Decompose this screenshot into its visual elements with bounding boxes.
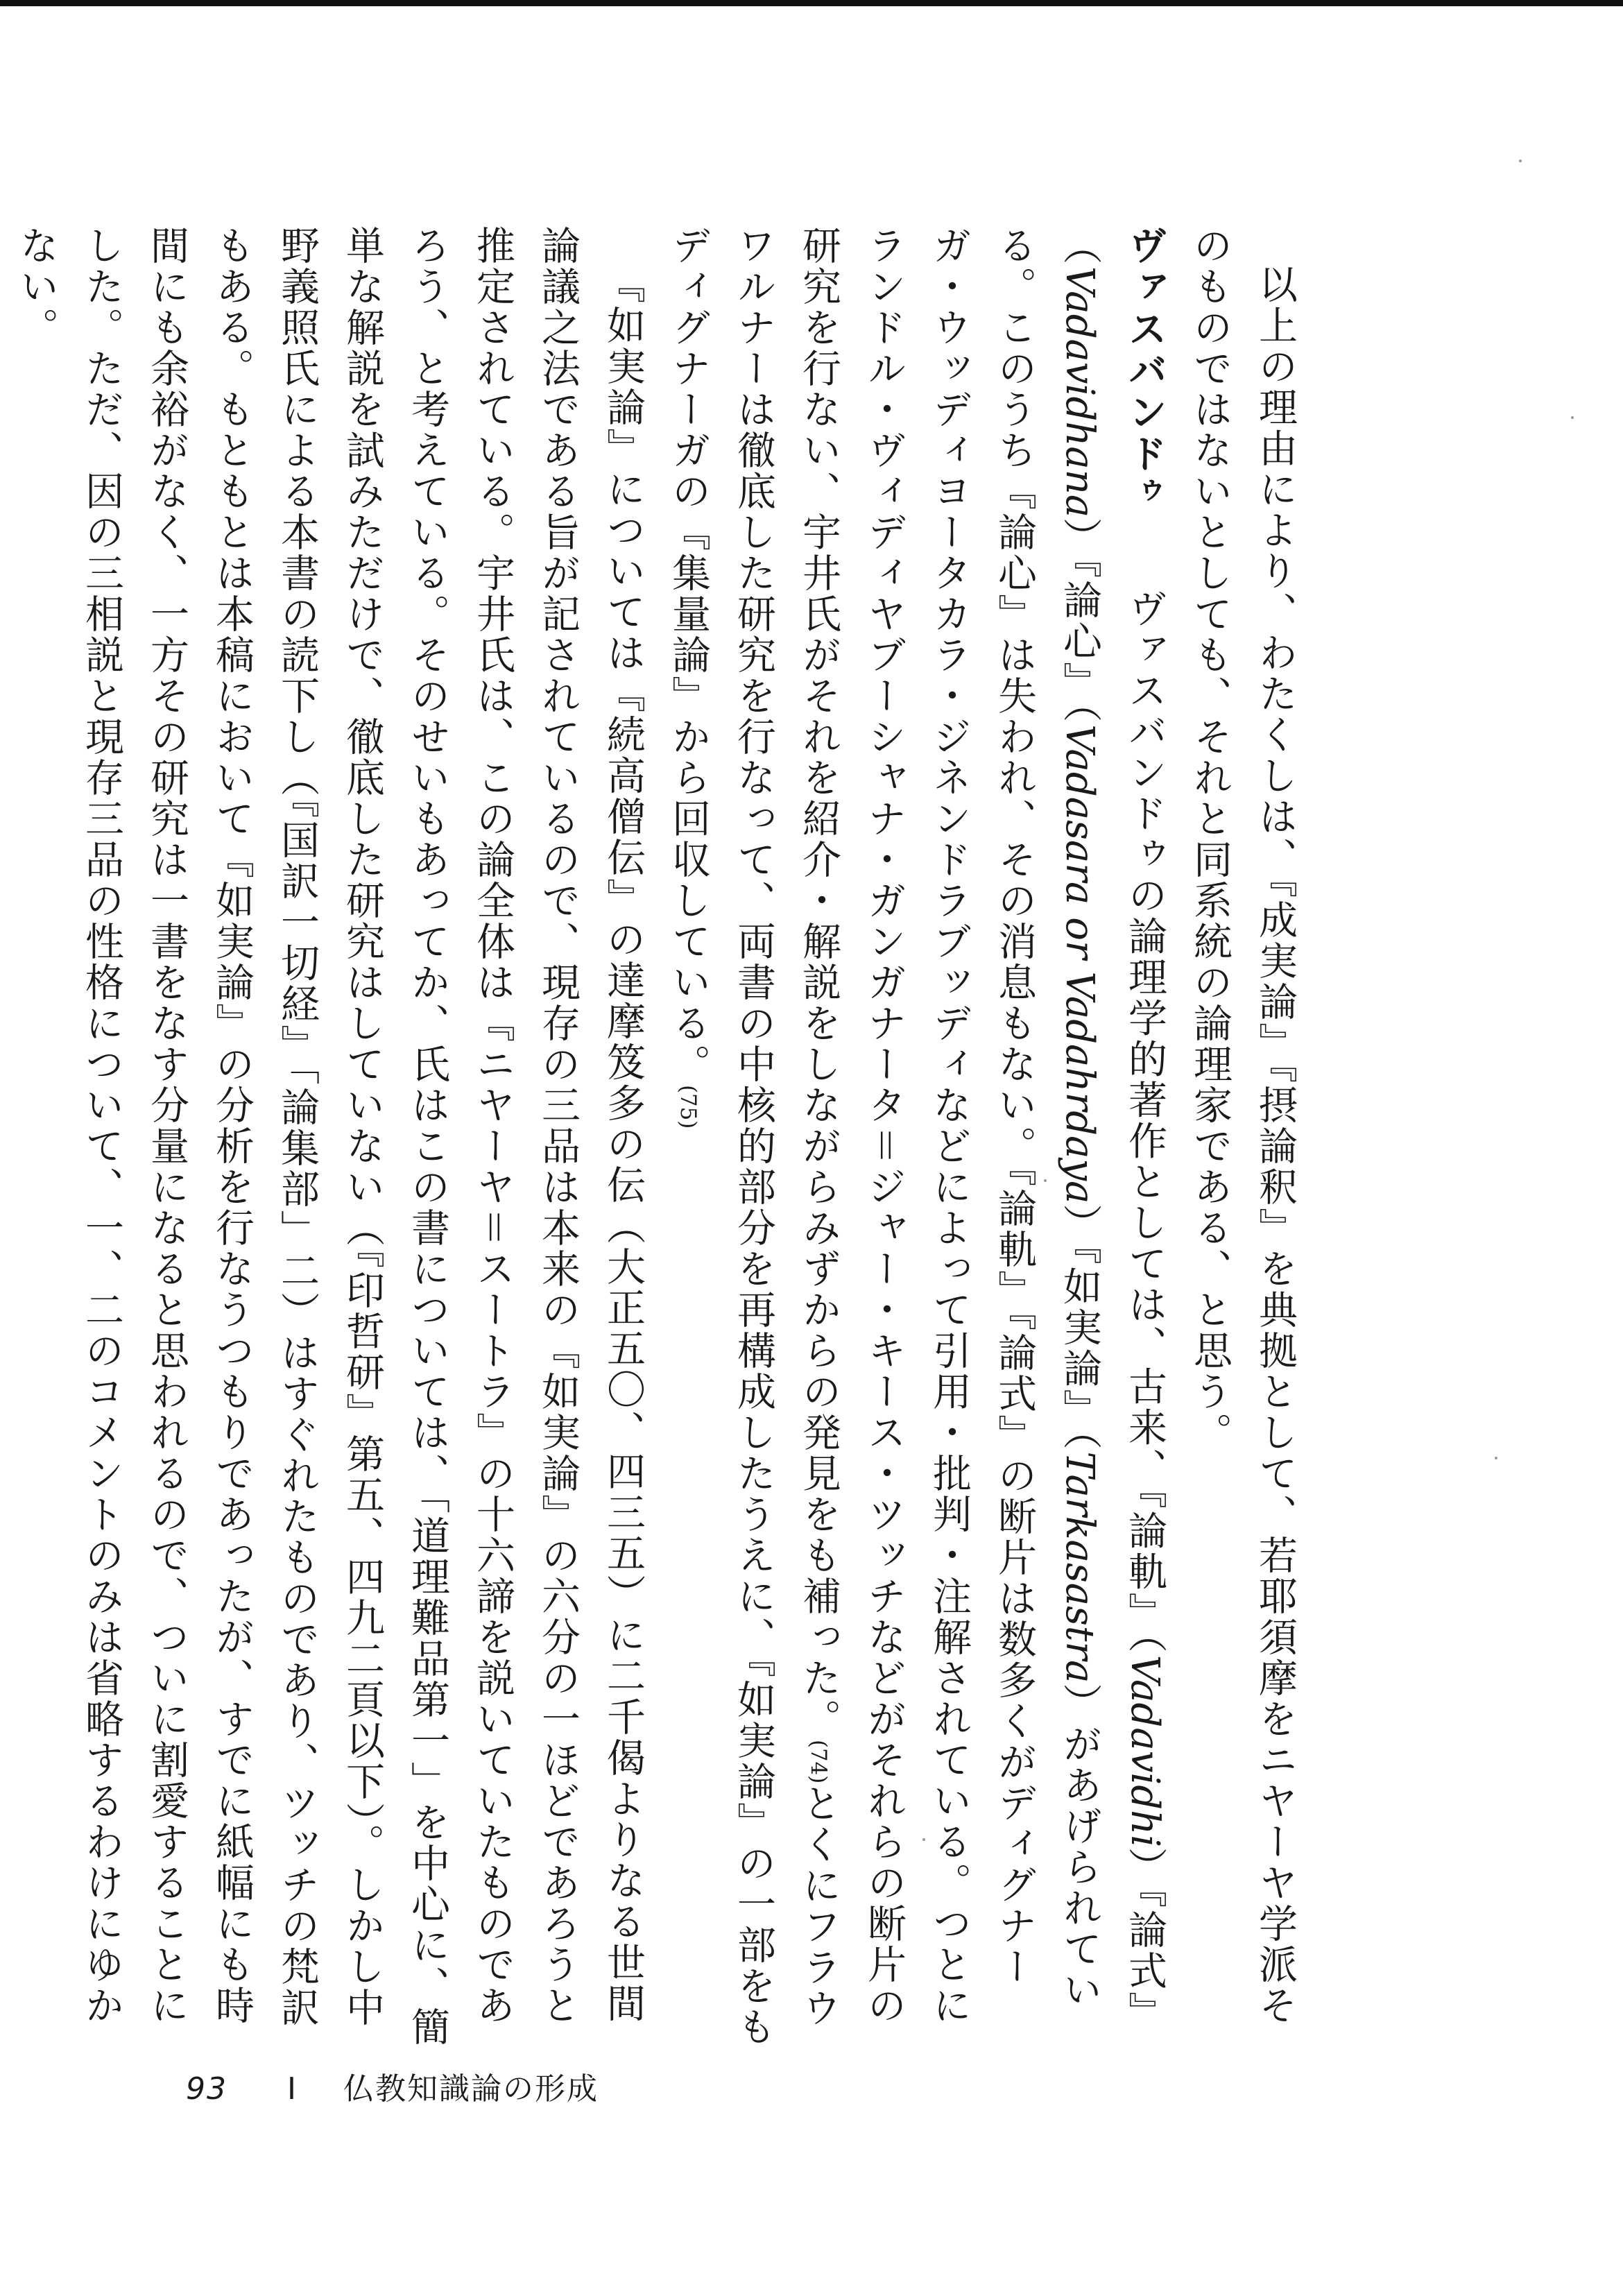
page-footer [186, 2064, 599, 2108]
top-border-rule [0, 0, 1623, 6]
paragraph-vasubandhu: ヴァスバンドゥ ヴァスバンドゥの論理学的著作としては、古来、『論軌』（Vadavidhi）『論式』（Vadavidhana）『論心』（Vadasara or Vadahrdaya）『如実論』（Tarkasastra）があげられている。このうち『論心』は失われ、その消息もない。『論軌』『論式』の断片は数多くがディグナーガ・ウッディヨータカラ・ジネンドラブッディなどによって引用・批判・注解されている。つとにランドル・ヴィディヤブーシャナ・ガンガナータ＝ジャー・キース・ツッチなどがそれらの断片の研究を行ない、宇井氏がそれを紹介・解説をしながらみずからの発見をも補った。(74)とくにフラウワルナーは徹底した研究を行なって、両書の中核的部分を再構成したうえに、『如実論』の一部をもディグナーガの『集量論』から回収している。(75) [666, 225, 1167, 2048]
paragraph-conclusion: 以上の理由により、わたくしは、『成実論』『摂論釈』を典拠として、若耶須摩をニヤーヤ学派そのものではないとしても、それと同系統の論理家である、と思う。 [1187, 225, 1298, 2026]
paper-speck [1571, 416, 1574, 419]
page-number: 93 [186, 2071, 227, 2107]
section-heading: ヴァスバンドゥ [1122, 225, 1167, 509]
part-number: I [287, 2071, 298, 2107]
sanskrit-title: Vadavidhana [1057, 266, 1102, 518]
running-title: 仏教知識論の形成 [343, 2071, 599, 2107]
sanskrit-title: Tarkasastra [1057, 1451, 1102, 1684]
footnote-ref-74: (74) [806, 1740, 831, 1784]
paragraph-tarkasastra: 『如実論』については『続高僧伝』の達摩笈多の伝（大正五〇、四三五）に二千偈よりなる世間論議之法である旨が記されているので、現存の三品は本来の『如実論』の六分の一ほどであろうと推定されている。宇井氏は、この論全体は『ニヤーヤ＝スートラ』の十六諦を説いていたものであろう、と考えている。そのせいもあってか、氏はこの書については、「道理難品第一」を中心に、簡単な解説を試みただけで、徹底した研究はしていない（『印哲研』第五、四九二頁以下）。しかし中野義照氏による本書の読下し（『国訳一切経』「論集部」二）はすぐれたものであり、ツッチの梵訳もある。もともとは本稿において『如実論』の分析を行なうつもりであったが、すでに紙幅にも時間にも余裕がなく、一方その研究は一書をなす分量になると思われるので、ついに割愛することにした。ただ、因の三相説と現存三品の性格について、一、二のコメントのみは省略するわけにゆかない。 [14, 225, 646, 2048]
vertical-text-block [14, 225, 1307, 2057]
paper-speck [1519, 160, 1522, 162]
paper-speck [1495, 1457, 1497, 1459]
sanskrit-title: Vadavidhi [1122, 1654, 1167, 1848]
footnote-ref-75: (75) [676, 1085, 701, 1129]
sanskrit-title: Vadasara or Vadahrdaya [1057, 724, 1102, 1204]
